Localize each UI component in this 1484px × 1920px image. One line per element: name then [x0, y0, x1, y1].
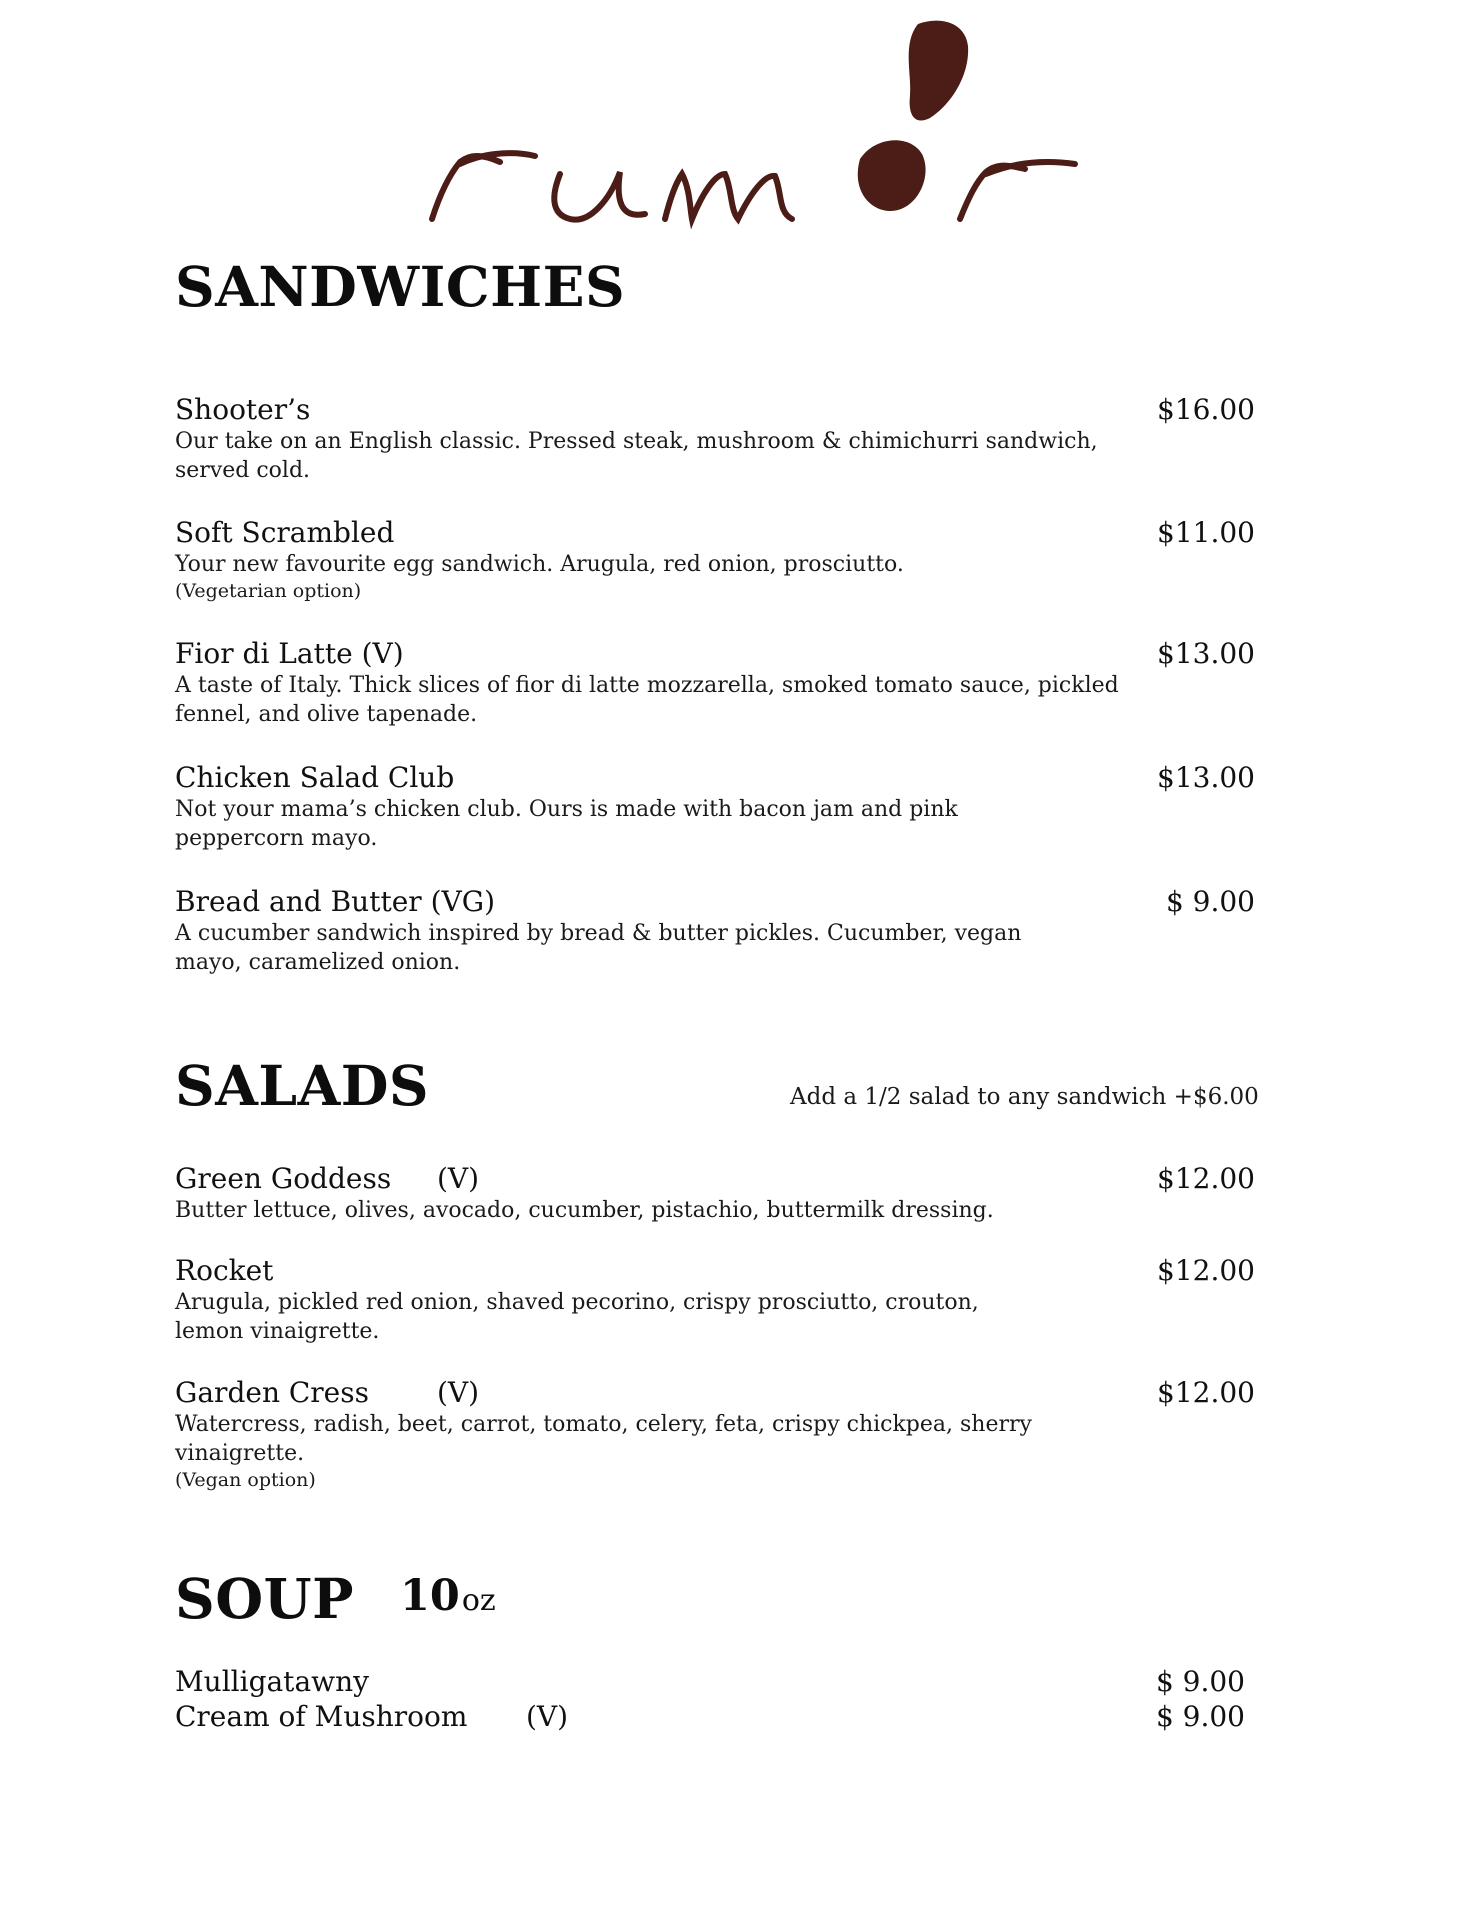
menu-item-green-goddess [175, 1162, 1255, 1225]
item-price: $12.00 [1157, 1254, 1255, 1287]
soup-title: SOUP [175, 1566, 354, 1631]
item-price: $ 9.00 [1165, 885, 1255, 918]
logo-wordmark [420, 14, 1080, 234]
menu-item-fior-di-latte [175, 637, 1255, 729]
menu-item-rocket [175, 1254, 1255, 1346]
item-name: Mulligatawny [175, 1665, 369, 1698]
item-diet-tag: (V) [526, 1700, 569, 1733]
menu-item-garden-cress [175, 1376, 1255, 1492]
sandwiches-title: SANDWICHES [175, 254, 626, 319]
item-name: Cream of Mushroom [175, 1700, 468, 1733]
item-diet-tag: (V) [437, 1376, 480, 1409]
item-description: Our take on an English classic. Pressed steak, mushroom & chimichurri sandwich, served cold. [175, 429, 1098, 483]
soup-size-number: 10 [400, 1571, 460, 1621]
item-name: Fior di Latte (V) [175, 637, 404, 670]
item-description: Butter lettuce, olives, avocado, cucumber, pistachio, buttermilk dressing. [175, 1198, 994, 1223]
item-description: Your new favourite egg sandwich. Arugula, red onion, prosciutto. [175, 552, 904, 577]
item-name: Garden Cress [175, 1376, 369, 1409]
item-note: (Vegetarian option) [175, 580, 362, 602]
menu-item-soft-scrambled [175, 516, 1255, 603]
salads-title: SALADS [175, 1053, 430, 1118]
rumor-logo [420, 14, 1080, 234]
menu-item-mulligatawny [175, 1665, 1255, 1699]
soup-size [400, 1571, 496, 1621]
item-description: Not your mama’s chicken club. Ours is made with bacon jam and pink peppercorn mayo. [175, 797, 958, 851]
soup-size-unit: oz [461, 1583, 496, 1618]
item-price: $12.00 [1157, 1162, 1255, 1195]
item-name: Bread and Butter (VG) [175, 885, 496, 918]
item-price: $13.00 [1157, 637, 1255, 670]
item-description: Watercress, radish, beet, carrot, tomato, celery, feta, crispy chickpea, sherry vinaigrette. [175, 1412, 1032, 1466]
menu-item-bread-and-butter [175, 885, 1255, 977]
item-name: Shooter’s [175, 393, 311, 426]
item-price: $12.00 [1157, 1376, 1255, 1409]
menu-item-cream-of-mushroom [175, 1700, 1255, 1734]
menu-item-chicken-salad-club [175, 761, 1255, 853]
item-description: Arugula, pickled red onion, shaved pecorino, crispy prosciutto, crouton, lemon vinaigrette. [175, 1290, 979, 1344]
item-price: $13.00 [1157, 761, 1255, 794]
item-description: A taste of Italy. Thick slices of fior di latte mozzarella, smoked tomato sauce, pickled fennel, and olive tapenade. [175, 673, 1119, 727]
item-price: $16.00 [1157, 393, 1255, 426]
item-name: Green Goddess [175, 1162, 392, 1195]
item-price: $ 9.00 [1155, 1700, 1245, 1733]
item-name: Rocket [175, 1254, 274, 1287]
item-price: $ 9.00 [1155, 1665, 1245, 1698]
salads-add-note: Add a 1/2 salad to any sandwich +$6.00 [790, 1084, 1259, 1110]
item-note: (Vegan option) [175, 1469, 316, 1491]
item-diet-tag: (V) [437, 1162, 480, 1195]
menu-item-shooters [175, 393, 1255, 485]
item-description: A cucumber sandwich inspired by bread & butter pickles. Cucumber, vegan mayo, caramelized onion. [175, 921, 1022, 975]
item-price: $11.00 [1157, 516, 1255, 549]
item-name: Chicken Salad Club [175, 761, 455, 794]
item-name: Soft Scrambled [175, 516, 395, 549]
